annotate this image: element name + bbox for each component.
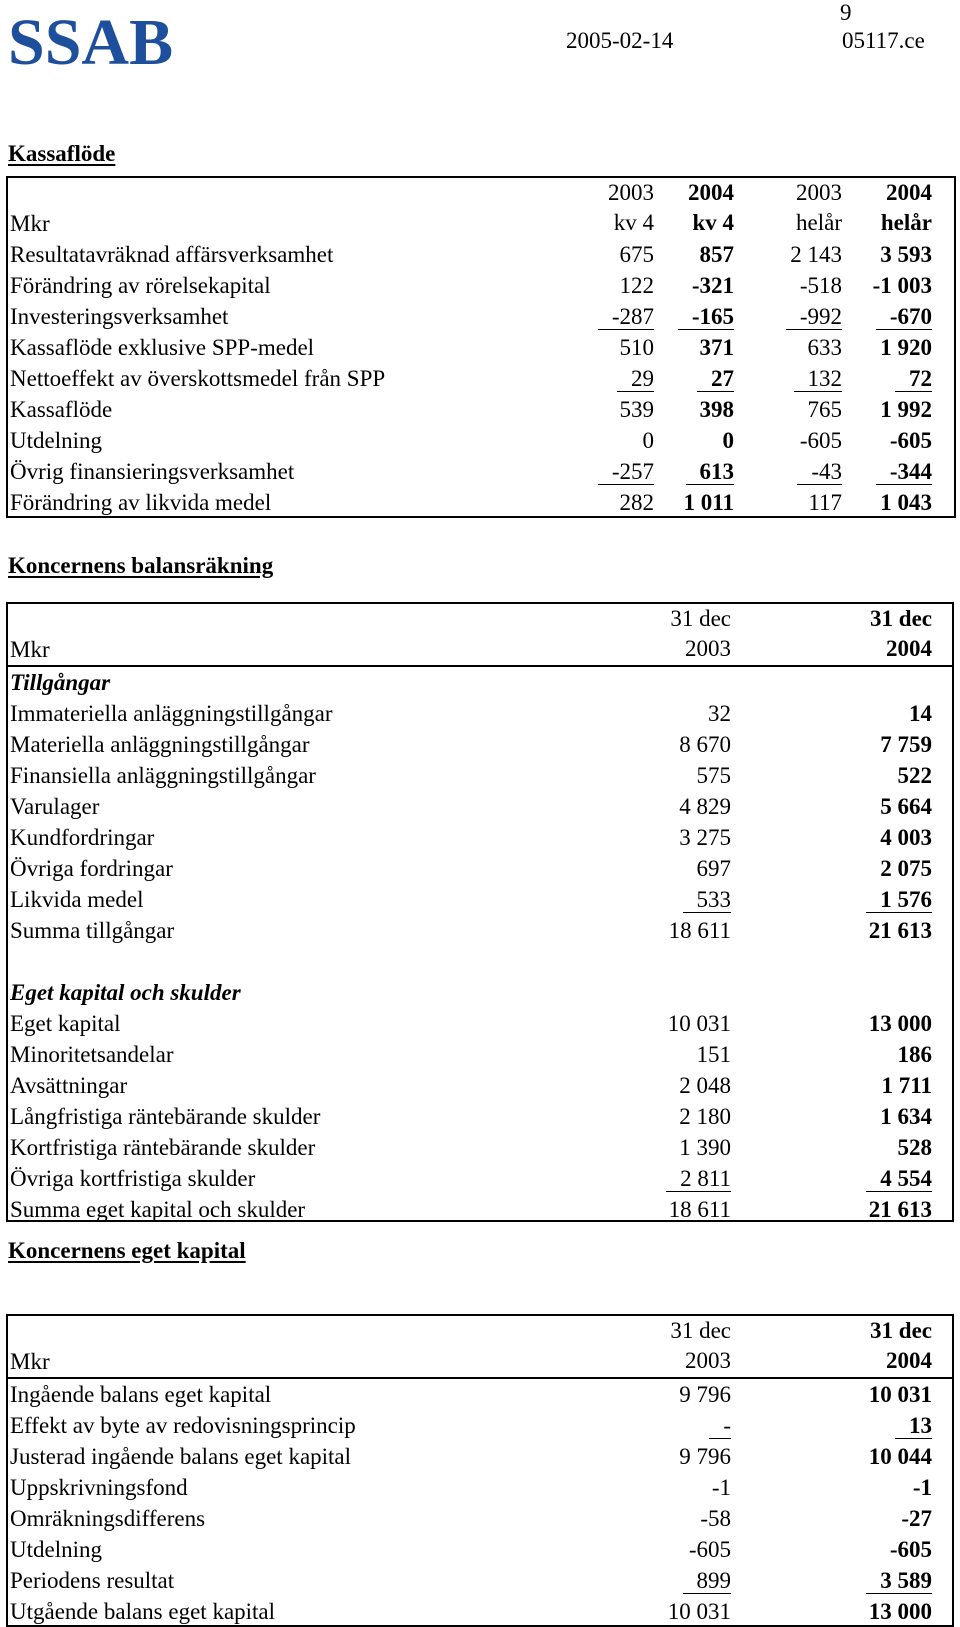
table-row xyxy=(8,822,952,853)
value-cell: 10 031 xyxy=(667,1599,731,1624)
assets-heading-row xyxy=(8,667,952,698)
equity-header-row xyxy=(8,1316,952,1379)
value-cell: 697 xyxy=(696,856,731,881)
value-cell: 2 048 xyxy=(679,1073,731,1098)
col-header-line1: 31 dec xyxy=(670,1318,731,1343)
value-cell: 186 xyxy=(897,1042,932,1067)
col-header-line2: kv 4 xyxy=(613,210,654,235)
value-cell: 2 075 xyxy=(880,856,932,881)
equity-rows xyxy=(8,1379,952,1627)
value-cell: 613 xyxy=(686,456,735,485)
row-label: Eget kapital xyxy=(10,1011,121,1036)
ssab-logo xyxy=(8,8,184,70)
row-label: Avsättningar xyxy=(10,1073,128,1098)
value-cell: 10 031 xyxy=(868,1382,932,1407)
value-cell: 765 xyxy=(807,397,842,422)
value-cell: 1 576 xyxy=(866,884,932,913)
logo-text: SSAB xyxy=(8,8,174,70)
table-row xyxy=(8,394,954,425)
row-label: Förändring av likvida medel xyxy=(10,490,272,515)
value-cell: 633 xyxy=(807,335,842,360)
col-header-line1: 2004 xyxy=(886,180,932,205)
table-row xyxy=(8,853,952,884)
row-label: Varulager xyxy=(10,794,100,819)
document-date: 2005-02-14 xyxy=(566,28,674,53)
value-cell: 857 xyxy=(699,242,734,267)
table-row xyxy=(8,487,954,518)
row-label: Omräkningsdifferens xyxy=(10,1506,206,1531)
table-row xyxy=(8,1132,952,1163)
table-row xyxy=(8,1101,952,1132)
value-cell: 1 390 xyxy=(679,1135,731,1160)
col-header-line1: 31 dec xyxy=(870,606,932,631)
value-cell: -670 xyxy=(876,301,932,330)
row-label: Kassaflöde xyxy=(10,397,113,422)
col-header-line2: kv 4 xyxy=(692,210,734,235)
col-header-line2: helår xyxy=(796,210,842,235)
row-label: Utdelning xyxy=(10,428,102,453)
table-row xyxy=(8,425,954,456)
value-cell: 0 xyxy=(722,428,734,453)
spacer xyxy=(8,946,952,977)
table-row xyxy=(8,332,954,363)
value-cell: 14 xyxy=(909,701,932,726)
table-row xyxy=(8,456,954,487)
value-cell: 675 xyxy=(619,242,654,267)
row-label: Minoritetsandelar xyxy=(10,1042,174,1067)
value-cell: 522 xyxy=(897,763,932,788)
assets-rows xyxy=(8,698,952,946)
table-row xyxy=(8,1596,952,1627)
liabilities-heading-row xyxy=(8,977,952,1008)
row-label: Övrig finansieringsverksamhet xyxy=(10,459,295,484)
col-header-line2: 2004 xyxy=(886,1348,932,1373)
value-cell: -1 xyxy=(912,1475,932,1500)
col-header-line2: 2003 xyxy=(685,1348,731,1373)
value-cell: -605 xyxy=(799,428,842,453)
row-label: Kortfristiga räntebärande skulder xyxy=(10,1135,316,1160)
value-cell: 122 xyxy=(619,273,654,298)
row-label: Långfristiga räntebärande skulder xyxy=(10,1104,321,1129)
row-label: Förändring av rörelsekapital xyxy=(10,273,271,298)
value-cell: -287 xyxy=(598,301,654,330)
value-cell: 29 xyxy=(617,363,654,392)
value-cell: 4 554 xyxy=(866,1163,932,1192)
table-row xyxy=(8,884,952,915)
value-cell: -518 xyxy=(799,273,842,298)
value-cell: 4 003 xyxy=(880,825,932,850)
value-cell: 21 613 xyxy=(868,918,932,943)
value-cell: -58 xyxy=(700,1506,731,1531)
value-cell: 899 xyxy=(683,1565,732,1594)
unit-label: Mkr xyxy=(10,637,50,662)
value-cell: 2 811 xyxy=(666,1163,731,1192)
value-cell: 539 xyxy=(619,397,654,422)
cashflow-header-row xyxy=(8,178,954,239)
table-row xyxy=(8,1070,952,1101)
table-row xyxy=(8,363,954,394)
row-label: Likvida medel xyxy=(10,887,144,912)
value-cell: -43 xyxy=(797,456,842,485)
value-cell: 282 xyxy=(619,490,654,515)
table-row xyxy=(8,1441,952,1472)
value-cell: 528 xyxy=(897,1135,932,1160)
value-cell: 4 829 xyxy=(679,794,731,819)
table-row xyxy=(8,1008,952,1039)
table-row xyxy=(8,239,954,270)
row-label: Periodens resultat xyxy=(10,1568,175,1593)
row-label: Resultatavräknad affärsverksamhet xyxy=(10,242,334,267)
value-cell: 3 275 xyxy=(679,825,731,850)
col-header-line2: 2003 xyxy=(685,636,731,661)
value-cell: - xyxy=(709,1410,731,1439)
value-cell: -27 xyxy=(901,1506,932,1531)
value-cell: 10 044 xyxy=(868,1444,932,1469)
value-cell: 9 796 xyxy=(679,1382,731,1407)
table-row xyxy=(8,791,952,822)
value-cell: 7 759 xyxy=(880,732,932,757)
unit-label: Mkr xyxy=(10,1349,50,1374)
value-cell: 117 xyxy=(808,490,842,515)
value-cell: 8 670 xyxy=(679,732,731,757)
value-cell: -992 xyxy=(786,301,842,330)
row-label: Utgående balans eget kapital xyxy=(10,1599,276,1624)
row-label: Övriga fordringar xyxy=(10,856,173,881)
value-cell: 18 611 xyxy=(668,1197,731,1222)
row-label: Effekt av byte av redovisningsprincip xyxy=(10,1413,356,1438)
assets-heading: Tillgångar xyxy=(10,670,111,695)
value-cell: 2 180 xyxy=(679,1104,731,1129)
table-row xyxy=(8,1379,952,1410)
table-row xyxy=(8,1503,952,1534)
row-label: Ingående balans eget kapital xyxy=(10,1382,272,1407)
cashflow-title: Kassaflöde xyxy=(8,141,116,166)
value-cell: 510 xyxy=(619,335,654,360)
value-cell: 398 xyxy=(699,397,734,422)
row-label: Summa tillgångar xyxy=(10,918,175,943)
equity-table xyxy=(6,1314,954,1627)
liabilities-heading: Eget kapital och skulder xyxy=(10,980,241,1005)
row-label: Kassaflöde exklusive SPP-medel xyxy=(10,335,315,360)
row-label: Investeringsverksamhet xyxy=(10,304,229,329)
col-header-line1: 31 dec xyxy=(870,1318,932,1343)
balance-header-row xyxy=(8,604,952,667)
col-header-line2: 2004 xyxy=(886,636,932,661)
liabilities-rows xyxy=(8,1008,952,1225)
table-row xyxy=(8,1194,952,1225)
value-cell: 10 031 xyxy=(667,1011,731,1036)
value-cell: -605 xyxy=(889,1537,932,1562)
value-cell: -1 003 xyxy=(872,273,932,298)
value-cell: 21 613 xyxy=(868,1197,932,1222)
value-cell: 1 634 xyxy=(880,1104,932,1129)
value-cell: -605 xyxy=(889,428,932,453)
col-header-line1: 31 dec xyxy=(670,606,731,631)
value-cell: -165 xyxy=(678,301,734,330)
row-label: Summa eget kapital och skulder xyxy=(10,1197,306,1222)
cashflow-table xyxy=(6,176,956,518)
value-cell: 3 593 xyxy=(880,242,932,267)
value-cell: 72 xyxy=(895,363,932,392)
value-cell: -344 xyxy=(876,456,932,485)
value-cell: 5 664 xyxy=(880,794,932,819)
value-cell: -257 xyxy=(598,456,654,485)
table-row xyxy=(8,1565,952,1596)
table-row xyxy=(8,1163,952,1194)
value-cell: 1 043 xyxy=(880,490,932,515)
table-row xyxy=(8,1472,952,1503)
page-number: 9 xyxy=(840,0,852,25)
row-label: Immateriella anläggningstillgångar xyxy=(10,701,333,726)
value-cell: 1 992 xyxy=(880,397,932,422)
row-label: Justerad ingående balans eget kapital xyxy=(10,1444,352,1469)
value-cell: 27 xyxy=(697,363,734,392)
table-row xyxy=(8,760,952,791)
table-row xyxy=(8,270,954,301)
table-row xyxy=(8,1534,952,1565)
value-cell: 9 796 xyxy=(679,1444,731,1469)
document-reference: 05117.ce xyxy=(842,28,925,53)
equity-title: Koncernens eget kapital xyxy=(8,1238,246,1263)
value-cell: 151 xyxy=(696,1042,731,1067)
table-row xyxy=(8,729,952,760)
table-row xyxy=(8,698,952,729)
value-cell: 32 xyxy=(708,701,731,726)
row-label: Övriga kortfristiga skulder xyxy=(10,1166,256,1191)
value-cell: 13 000 xyxy=(868,1011,932,1036)
balance-title: Koncernens balansräkning xyxy=(8,553,274,578)
row-label: Kundfordringar xyxy=(10,825,155,850)
value-cell: 132 xyxy=(794,363,843,392)
value-cell: 2 143 xyxy=(790,242,842,267)
value-cell: 1 920 xyxy=(880,335,932,360)
value-cell: 1 011 xyxy=(683,490,734,515)
value-cell: 371 xyxy=(699,335,734,360)
row-label: Materiella anläggningstillgångar xyxy=(10,732,310,757)
row-label: Finansiella anläggningstillgångar xyxy=(10,763,316,788)
table-row xyxy=(8,915,952,946)
table-row xyxy=(8,1039,952,1070)
value-cell: 13 xyxy=(895,1410,932,1439)
value-cell: -1 xyxy=(711,1475,731,1500)
value-cell: 3 589 xyxy=(866,1565,932,1594)
value-cell: 0 xyxy=(642,428,654,453)
row-label: Nettoeffekt av överskottsmedel från SPP xyxy=(10,366,386,391)
value-cell: 1 711 xyxy=(881,1073,932,1098)
cashflow-rows xyxy=(8,239,954,518)
value-cell: 13 000 xyxy=(868,1599,932,1624)
table-row xyxy=(8,301,954,332)
unit-label: Mkr xyxy=(10,211,50,236)
page-header xyxy=(0,0,960,90)
col-header-line2: helår xyxy=(880,210,932,235)
table-row xyxy=(8,1410,952,1441)
balance-table xyxy=(6,602,954,1222)
row-label: Uppskrivningsfond xyxy=(10,1475,188,1500)
col-header-line1: 2004 xyxy=(688,180,734,205)
value-cell: -605 xyxy=(688,1537,731,1562)
value-cell: 533 xyxy=(683,884,732,913)
value-cell: 575 xyxy=(696,763,731,788)
value-cell: -321 xyxy=(691,273,734,298)
col-header-line1: 2003 xyxy=(796,180,842,205)
value-cell: 18 611 xyxy=(668,918,731,943)
row-label: Utdelning xyxy=(10,1537,102,1562)
col-header-line1: 2003 xyxy=(608,180,654,205)
